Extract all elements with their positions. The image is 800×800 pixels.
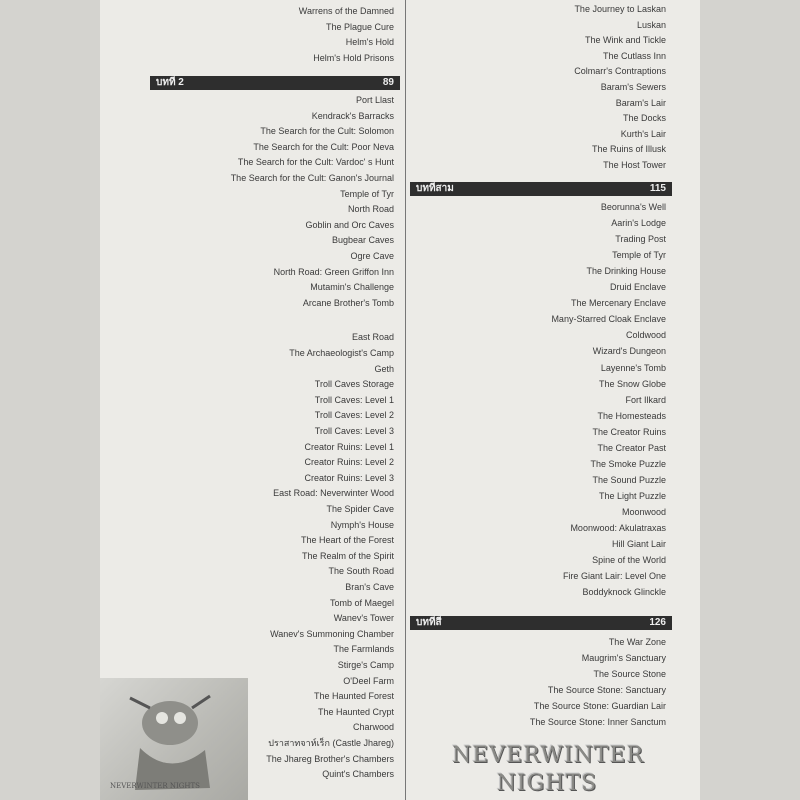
toc-entry: The Sound Puzzle: [592, 474, 666, 485]
toc-entry: Layenne's Tomb: [600, 362, 666, 373]
toc-entry: Geth: [374, 363, 394, 374]
toc-entry: Many-Starred Cloak Enclave: [551, 314, 666, 325]
toc-entry: The Search for the Cult: Vardoc' s Hunt: [237, 157, 394, 168]
toc-entry: The Realm of the Spirit: [301, 550, 394, 561]
chapter-page-number: 126: [649, 617, 666, 628]
toc-entry: Beorunna's Well: [600, 202, 666, 212]
toc-entry: Ogre Cave: [350, 251, 394, 261]
toc-entry: The Plague Cure: [325, 21, 394, 32]
toc-entry: Spine of the World: [592, 555, 666, 566]
toc-entry: Fire Giant Lair: Level One: [562, 571, 666, 582]
toc-entry: The Host Tower: [603, 160, 666, 170]
toc-entry: Maugrim's Sanctuary: [581, 653, 666, 663]
chapter-page-number: 89: [382, 77, 394, 88]
toc-entry: The Snow Globe: [598, 378, 666, 389]
toc-entry: Moonwood: [621, 506, 666, 517]
column-divider: [405, 0, 406, 800]
toc-entry: The Heart of the Forest: [300, 535, 394, 546]
chapter-title: บทที่สี่: [416, 617, 442, 628]
toc-entry: The Docks: [622, 113, 666, 124]
toc-entry: Aarin's Lodge: [611, 218, 666, 229]
chapter-2-header: [150, 76, 400, 90]
toc-entry: Bran's Cave: [345, 582, 394, 592]
toc-entry: The Wink and Tickle: [584, 35, 666, 46]
toc-entry: ปราสาทจาห์เร็ก (Castle Jhareg): [268, 738, 394, 748]
toc-entry: Charwood: [352, 722, 394, 733]
toc-entry: The Journey to Laskan: [574, 4, 666, 14]
chapter-title: บทที่สาม: [416, 183, 454, 194]
art-caption: NEVERWINTER NIGHTS: [110, 782, 200, 790]
toc-entry: Arcane Brother's Tomb: [302, 297, 394, 308]
toc-entry: Kurth's Lair: [620, 128, 666, 139]
toc-entry: Creator Ruins: Level 3: [304, 472, 394, 483]
chapter-page-number: 115: [649, 183, 666, 194]
toc-entry: O'Deel Farm: [343, 675, 394, 686]
toc-entry: Wizard's Dungeon: [592, 346, 666, 357]
toc-entry: Hill Giant Lair: [611, 539, 666, 550]
toc-entry: Wanev's Summoning Chamber: [270, 628, 394, 639]
toc-entry: Mutamin's Challenge: [310, 282, 394, 293]
toc-entry: East Road: Neverwinter Wood: [273, 488, 394, 499]
toc-entry: Quint's Chambers: [322, 769, 394, 780]
toc-entry: Luskan: [636, 19, 666, 30]
toc-entry: Tomb of Maegel: [329, 597, 394, 608]
toc-entry: The Search for the Cult: Poor Neva: [253, 141, 394, 152]
toc-entry: Baram's Sewers: [600, 82, 666, 92]
toc-entry: The Smoke Puzzle: [590, 458, 666, 469]
toc-entry: Creator Ruins: Level 1: [304, 441, 394, 452]
toc-entry: Stirge's Camp: [337, 660, 394, 670]
toc-entry: The Archaeologist's Camp: [289, 348, 394, 358]
toc-entry: The Source Stone: Guardian Lair: [533, 701, 666, 711]
toc-entry: Nymph's House: [330, 519, 394, 530]
character-artwork: [100, 678, 248, 800]
toc-entry: The Cutlass Inn: [602, 50, 666, 61]
neverwinter-logo: NEVERWINTER NIGHTS: [452, 743, 645, 796]
toc-entry: Colmarr's Contraptions: [574, 66, 666, 77]
toc-entry: North Road: Green Griffon Inn: [273, 266, 394, 277]
toc-entry: Troll Caves: Level 3: [314, 426, 394, 436]
toc-entry: Bugbear Caves: [331, 235, 394, 246]
toc-entry: Troll Caves: Level 1: [314, 394, 394, 405]
toc-entry: The Source Stone: [593, 669, 666, 679]
toc-entry: The War Zone: [608, 637, 666, 647]
toc-entry: Troll Caves: Level 2: [314, 410, 394, 421]
toc-entry: The Farmlands: [333, 644, 394, 655]
toc-entry: East Road: [351, 332, 394, 343]
toc-entry: Trading Post: [615, 234, 666, 245]
toc-entry: The Source Stone: Inner Sanctum: [529, 717, 666, 727]
toc-entry: The Creator Past: [597, 442, 666, 453]
toc-entry: Moonwood: Akulatraxas: [570, 523, 666, 533]
toc-entry: Temple of Tyr: [612, 250, 666, 261]
toc-entry: The South Road: [328, 566, 394, 577]
toc-entry: Helm's Hold: [345, 37, 394, 48]
toc-entry: The Search for the Cult: Ganon's Journal: [230, 173, 394, 183]
toc-entry: The Jhareg Brother's Chambers: [266, 753, 394, 764]
toc-entry: Coldwood: [625, 330, 666, 341]
toc-entry: Helm's Hold Prisons: [313, 52, 394, 63]
chapter-title: บทที่ 2: [156, 77, 184, 88]
toc-entry: The Homesteads: [597, 410, 666, 421]
toc-entry: North Road: [347, 204, 394, 215]
toc-entry: Warrens of the Damned: [298, 6, 394, 16]
toc-entry: Port Llast: [355, 95, 394, 105]
toc-entry: Baram's Lair: [615, 97, 666, 108]
toc-entry: Druid Enclave: [609, 282, 666, 293]
toc-entry: The Haunted Crypt: [317, 706, 394, 717]
toc-entry: Troll Caves Storage: [314, 379, 394, 390]
toc-entry: The Haunted Forest: [313, 691, 394, 702]
chapter-3-header: [410, 182, 672, 196]
toc-entry: Fort Ilkard: [625, 394, 666, 405]
toc-entry: Kendrack's Barracks: [311, 110, 394, 121]
page-edge-tabs: [100, 0, 134, 500]
toc-entry: The Creator Ruins: [592, 426, 666, 437]
toc-entry: The Drinking House: [586, 266, 666, 277]
toc-entry: Creator Ruins: Level 2: [304, 457, 394, 468]
toc-entry: The Search for the Cult: Solomon: [260, 126, 394, 137]
toc-entry: The Mercenary Enclave: [570, 298, 666, 309]
toc-entry: The Light Puzzle: [598, 490, 666, 501]
toc-entry: The Source Stone: Sanctuary: [547, 685, 666, 695]
toc-entry: The Spider Cave: [326, 504, 394, 514]
toc-entry: The Ruins of Illusk: [591, 144, 666, 155]
chapter-4-header: [410, 616, 672, 630]
toc-entry: Goblin and Orc Caves: [305, 219, 394, 230]
toc-entry: Temple of Tyr: [340, 188, 394, 199]
toc-entry: Boddyknock Glinckle: [582, 587, 666, 598]
toc-entry: Wanev's Tower: [333, 613, 394, 624]
